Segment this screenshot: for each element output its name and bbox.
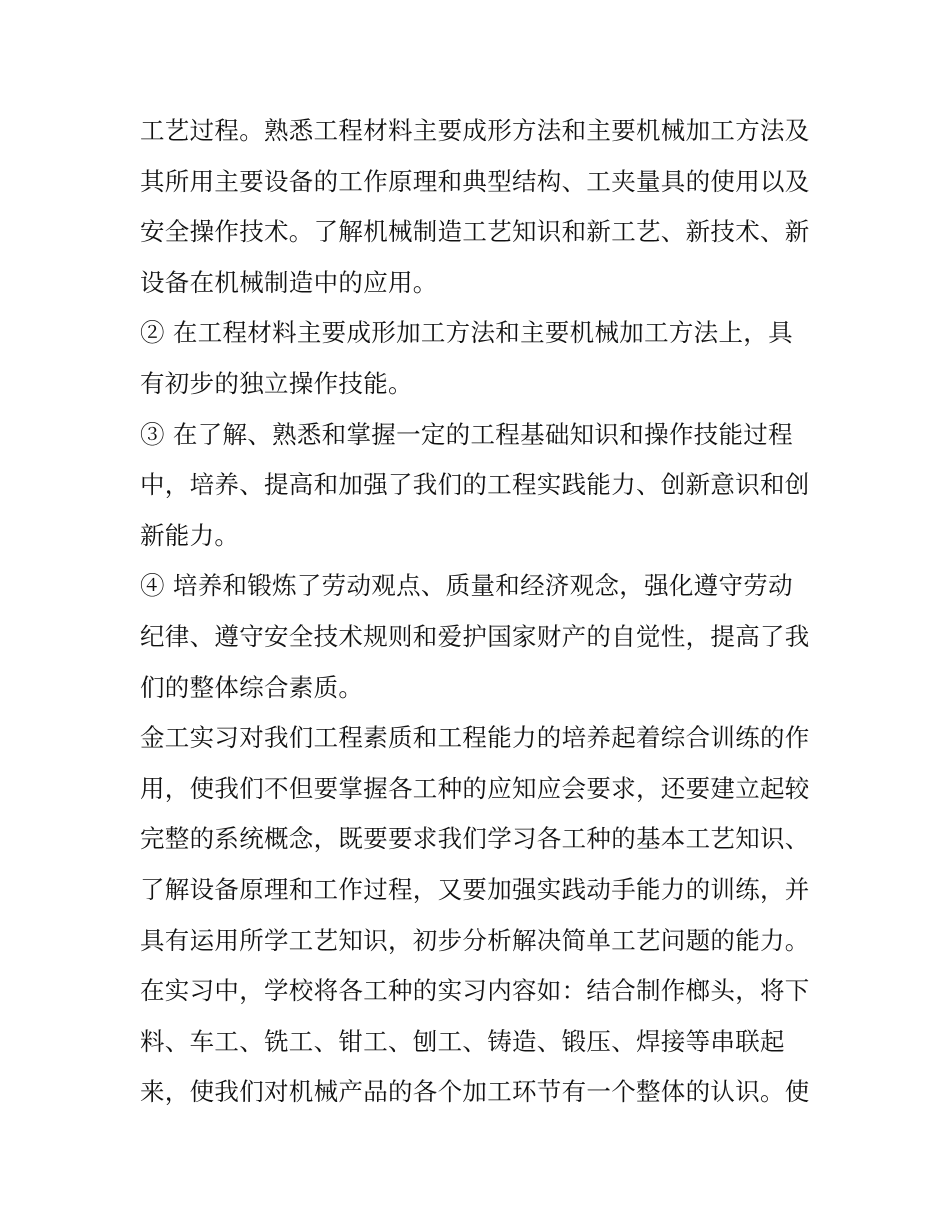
text-line: 来，使我们对机械产品的各个加工环节有一个整体的认识。使 [140,1077,810,1107]
text-line: ③ 在了解、熟悉和掌握一定的工程基础知识和操作技能过程 [140,419,793,449]
text-line: ④ 培养和锻炼了劳动观点、质量和经济观念，强化遵守劳动 [140,571,793,601]
document-body [140,106,830,1118]
text-line: 金工实习对我们工程素质和工程能力的培养起着综合训练的作 [140,723,810,753]
text-line: 们的整体综合素质。 [140,672,364,702]
text-line: ② 在工程材料主要成形加工方法和主要机械加工方法上，具 [140,318,793,348]
text-line: 用，使我们不但要掌握各工种的应知应会要求，还要建立起较 [140,773,810,803]
text-line: 完整的系统概念，既要要求我们学习各工种的基本工艺知识、 [140,824,810,854]
text-line: 中，培养、提高和加强了我们的工程实践能力、创新意识和创 [140,470,810,500]
text-line: 工艺过程。熟悉工程材料主要成形方法和主要机械加工方法及 [140,116,810,145]
text-line: 了解设备原理和工作过程，又要加强实践动手能力的训练，并 [140,874,810,904]
text-line: 其所用主要设备的工作原理和典型结构、工夹量具的使用以及 [140,166,810,196]
text-line: 新能力。 [140,520,240,550]
text-line: 设备在机械制造中的应用。 [140,267,438,297]
text-line: 有初步的独立操作技能。 [140,368,413,398]
text-line: 在实习中，学校将各工种的实习内容如：结合制作榔头，将下 [140,976,810,1006]
text-line: 料、车工、铣工、钳工、刨工、铸造、锻压、焊接等串联起 [140,1026,785,1056]
text-line: 安全操作技术。了解机械制造工艺知识和新工艺、新技术、新 [140,217,810,247]
text-line: 具有运用所学工艺知识，初步分析解决简单工艺问题的能力。 [140,925,810,955]
text-line: 纪律、遵守安全技术规则和爱护国家财产的自觉性，提高了我 [140,621,810,651]
